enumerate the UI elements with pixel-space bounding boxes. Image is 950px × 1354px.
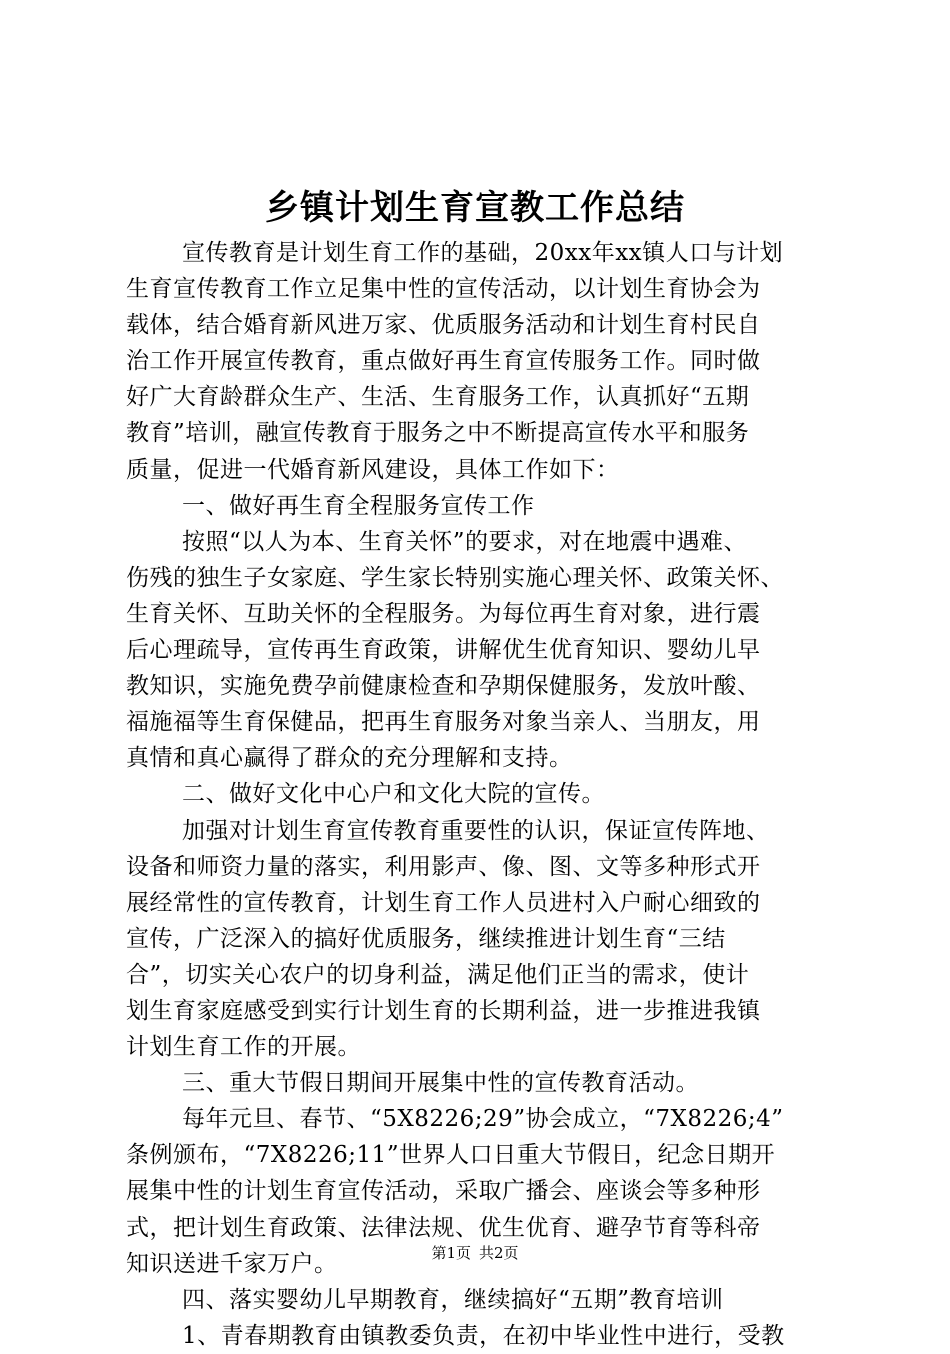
text-line: 伤残的独生子女家庭、学生家长特别实施心理关怀、政策关怀、 [126,564,784,591]
text-line: 划生育家庭感受到实行计划生育的长期利益，进一步推进我镇 [126,997,761,1024]
text-line: 计划生育工作的开展。 [126,1034,361,1061]
text-line: 教知识，实施免费孕前健康检查和孕期保健服务，发放叶酸、 [126,673,761,700]
text-line: 展集中性的计划生育宣传活动，采取广播会、座谈会等多种形 [126,1178,761,1205]
text-line: 好广大育龄群众生产、生活、生育服务工作，认真抓好“五期 [126,384,750,411]
text-line: 条例颁布，“7X8226;11”世界人口日重大节假日，纪念日期开 [126,1142,776,1169]
document-body [126,235,846,1354]
text-line: 生育宣传教育工作立足集中性的宣传活动，以计划生育协会为 [126,276,761,303]
text-line: 治工作开展宣传教育，重点做好再生育宣传服务工作。同时做 [126,348,761,375]
text-line: 加强对计划生育宣传教育重要性的认识，保证宣传阵地、 [182,817,770,844]
section-heading: 二、做好文化中心户和文化大院的宣传。 [182,781,605,808]
section-heading: 四、落实婴幼儿早期教育，继续搞好“五期”教育培训 [182,1286,724,1313]
text-line: 教育”培训，融宣传教育于服务之中不断提高宣传水平和服务 [126,420,750,447]
text-line: 载体，结合婚育新风进万家、优质服务活动和计划生育村民自 [126,312,761,339]
page-number: 第1页 [431,1244,471,1262]
text-line: 合”，切实关心农户的切身利益，满足他们正当的需求，使计 [126,961,750,988]
text-line: 1、青春期教育由镇教委负责，在初中毕业性中进行，受教 [182,1322,785,1349]
text-line: 按照“以人为本、生育关怀”的要求，对在地震中遇难、 [182,528,748,555]
text-line: 展经常性的宣传教育，计划生育工作人员进村入户耐心细致的 [126,889,761,916]
text-line: 知识送进千家万户。 [126,1250,338,1277]
text-line: 生育关怀、互助关怀的全程服务。为每位再生育对象，进行震 [126,600,761,627]
document-title: 乡镇计划生育宣教工作总结 [265,188,685,228]
text-line: 式，把计划生育政策、法律法规、优生优育、避孕节育等科帝 [126,1214,761,1241]
text-line: 真情和真心赢得了群众的充分理解和支持。 [126,745,573,772]
text-line: 宣传教育是计划生育工作的基础，20xx年xx镇人口与计划 [182,240,784,266]
text-line: 设备和师资力量的落实，利用影声、像、图、文等多种形式开 [126,853,761,880]
text-line: 质量，促进一代婚育新风建设，具体工作如下： [126,456,620,483]
text-line: 福施福等生育保健品，把再生育服务对象当亲人、当朋友，用 [126,709,761,736]
page-total: 共2页 [479,1244,519,1262]
section-heading: 三、重大节假日期间开展集中性的宣传教育活动。 [182,1070,699,1097]
text-line: 宣传，广泛深入的搞好优质服务，继续推进计划生育“三结 [126,925,726,952]
section-heading: 一、做好再生育全程服务宣传工作 [182,492,535,519]
page-footer [0,1242,950,1264]
text-line: 后心理疏导，宣传再生育政策，讲解优生优育知识、婴幼儿早 [126,637,761,664]
text-line: 每年元旦、春节、“5X8226;29”协会成立，“7X8226;4” [182,1106,784,1133]
